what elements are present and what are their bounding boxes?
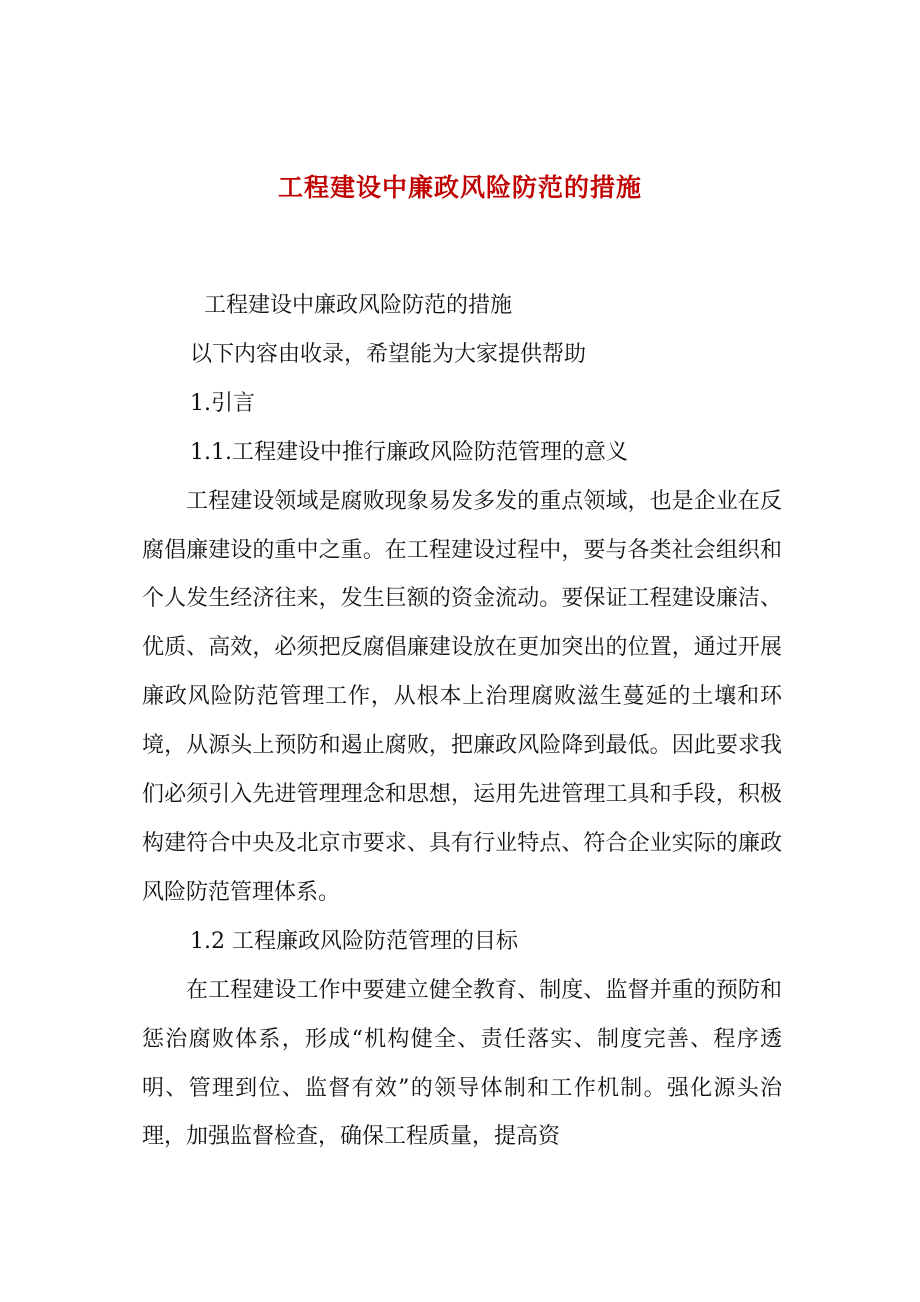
section-heading-1-1: 1.1.工程建设中推行廉政风险防范管理的意义	[190, 439, 628, 465]
paragraph-objectives: 在工程建设工作中要建立健全教育、制度、监督并重的预防和惩治腐败体系，形成“机构健全、责任落实、制度完善、程序透明、管理到位、监督有效”的领导体制和工作机制。强化源头治理，加强监督检查，确保工程质量，提高资	[142, 977, 782, 1150]
paragraph-significance: 工程建设领域是腐败现象易发多发的重点领域，也是企业在反腐倡廉建设的重中之重。在工程建设过程中，要与各类社会组织和个人发生经济往来，发生巨额的资金流动。要保证工程建设廉洁、优质、高效，必须把反腐倡廉建设放在更加突出的位置，通过开展廉政风险防范管理工作，从根本上治理腐败滋生蔓延的土壤和环境，从源头上预防和遏止腐败，把廉政风险降到最低。因此要求我们必须引入先进管理理念和思想，运用先进管理工具和手段，积极构建符合中央及北京市要求、具有行业特点、符合企业实际的廉政风险防范管理体系。	[142, 488, 782, 905]
section-heading-1: 1.引言	[190, 390, 255, 416]
document-body	[142, 282, 782, 1162]
section-heading-1-2: 1.2 工程廉政风险防范管理的目标	[190, 928, 518, 954]
source-note: 以下内容由收录，希望能为大家提供帮助	[190, 341, 587, 367]
document-subtitle: 工程建设中廉政风险防范的措施	[204, 293, 513, 318]
document-title: 工程建设中廉政风险防范的措施	[277, 173, 642, 202]
